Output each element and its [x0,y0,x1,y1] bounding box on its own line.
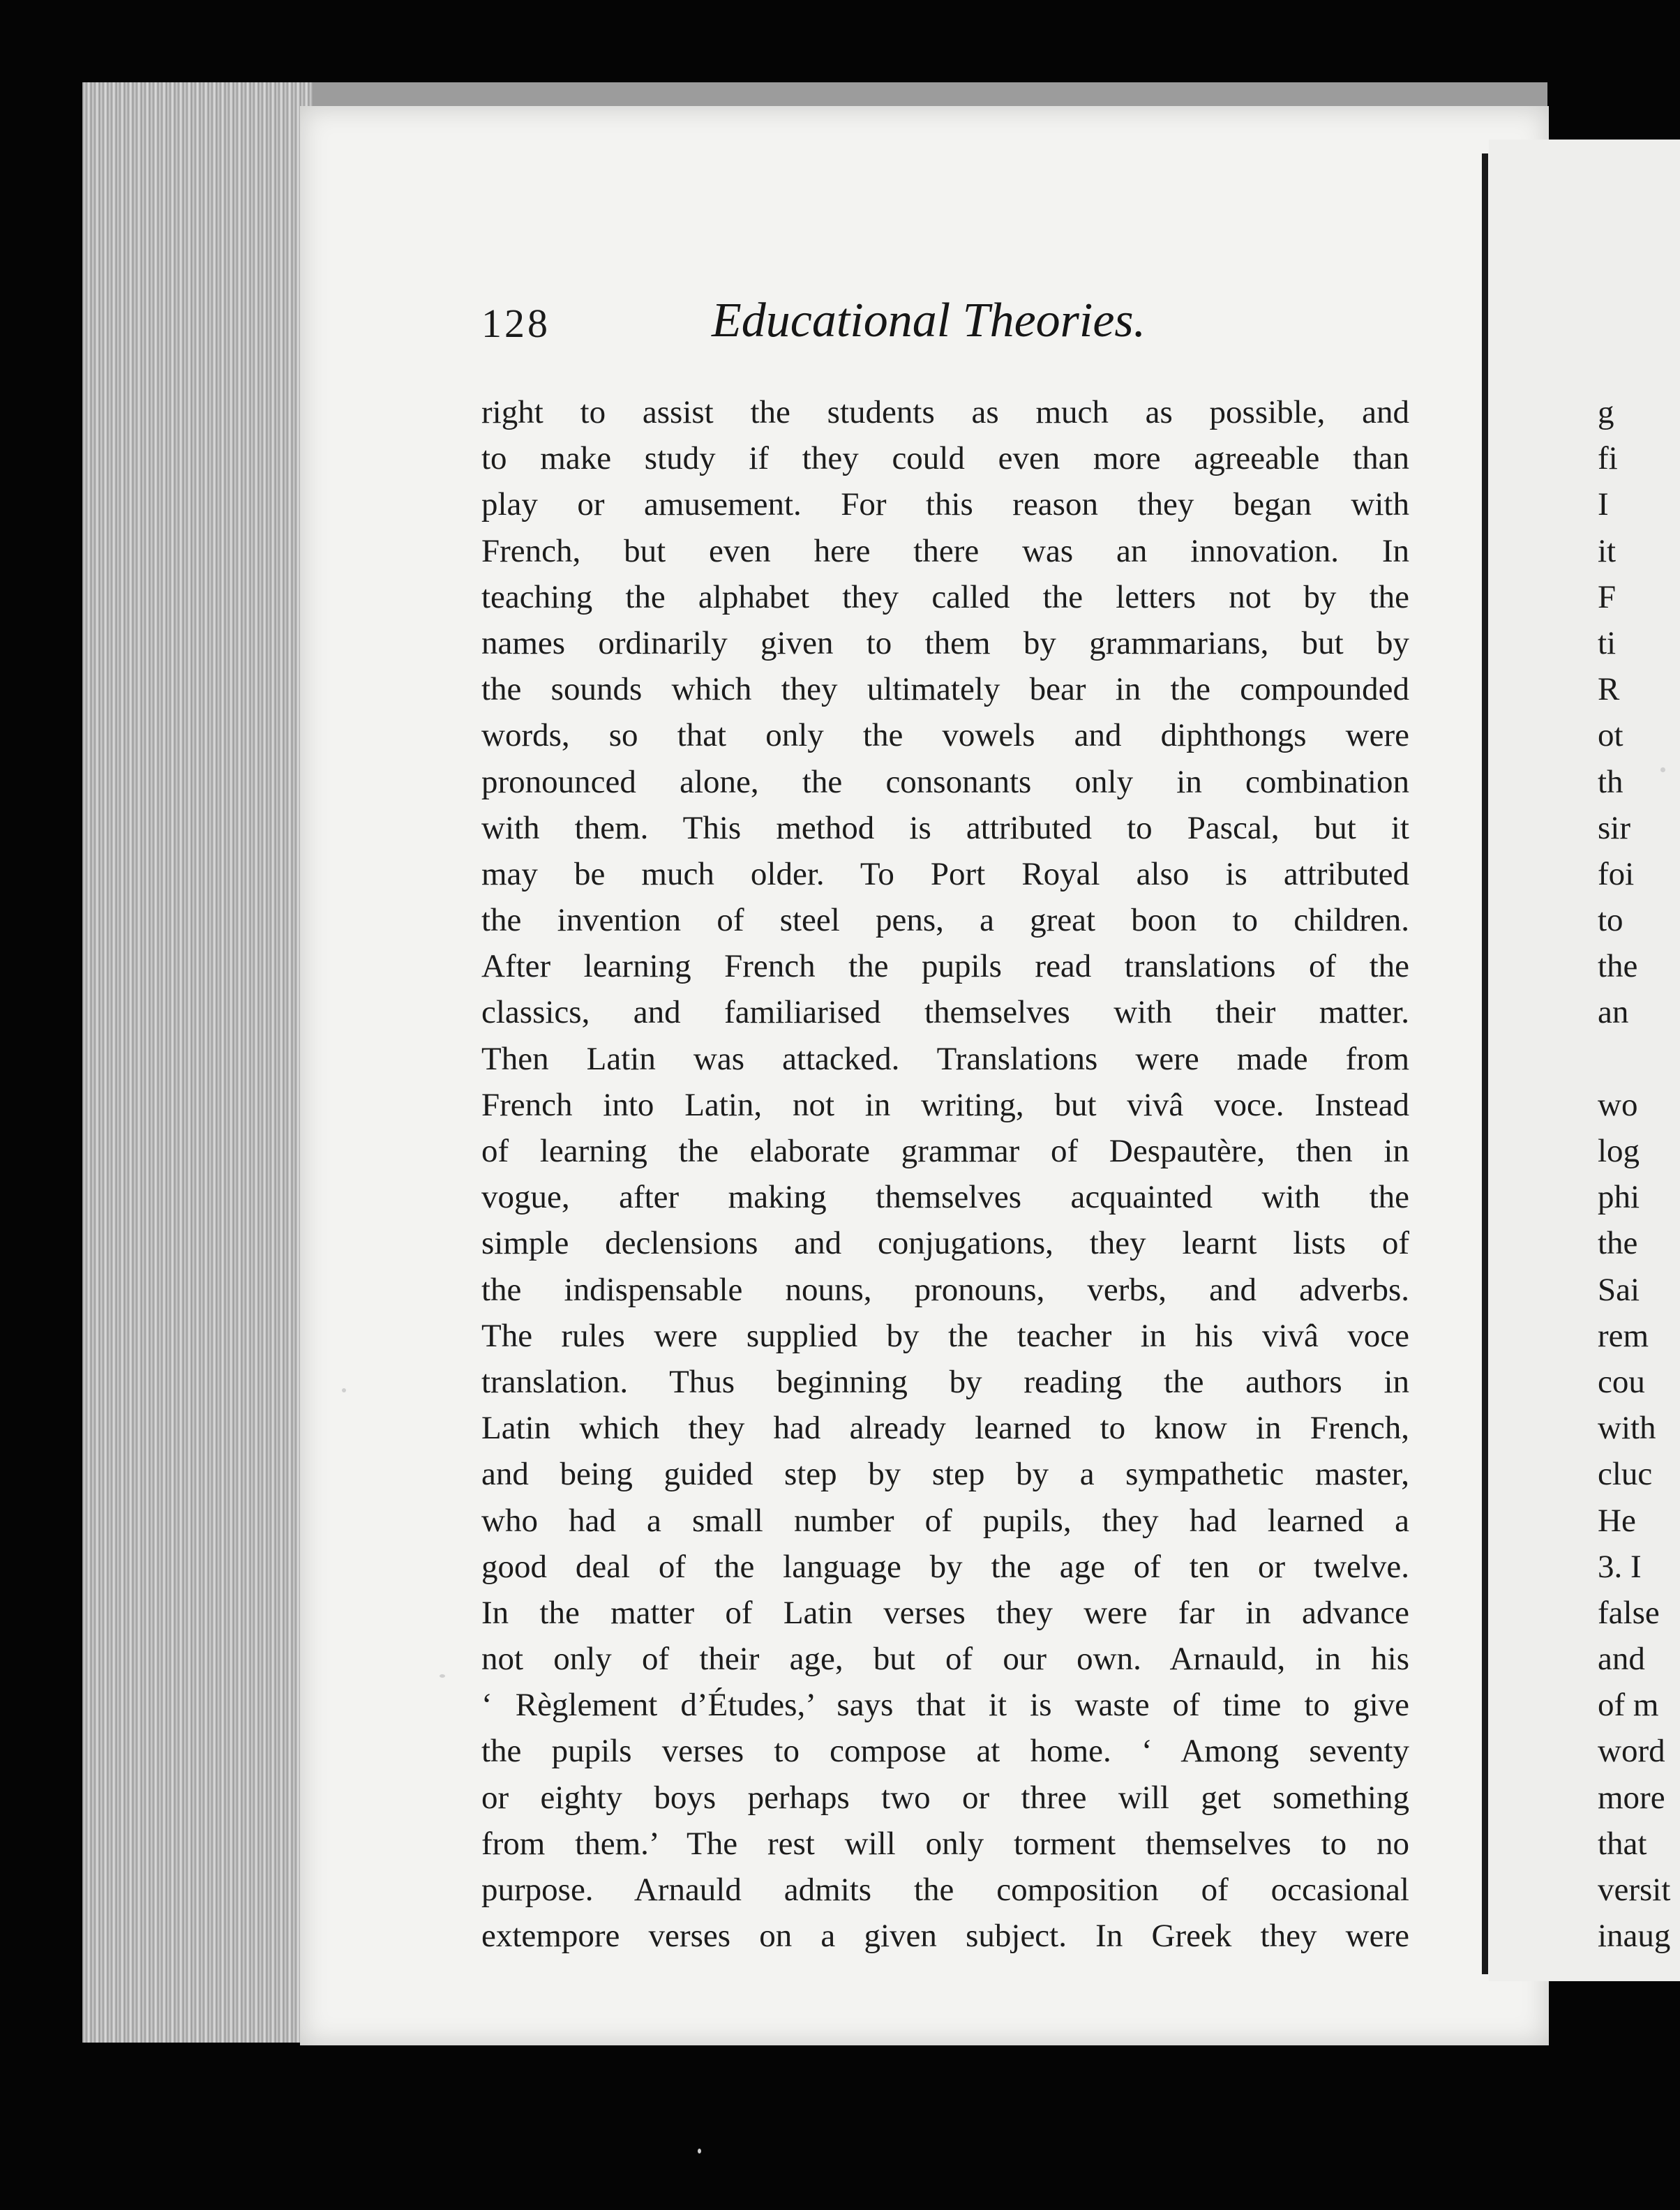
right-page-fragment: Sai [1598,1271,1640,1308]
right-page-fragment: 3. I [1598,1548,1642,1585]
text-line: Latin which they had already learned to know in French, [481,1410,1409,1447]
right-page-fragment: to [1598,902,1623,939]
text-line: teaching the alphabet they called the letters not by the [481,578,1409,615]
text-line: classics, and familiarised themselves with their matter. [481,994,1409,1031]
text-line: French, but even here there was an innovation. In [481,532,1409,569]
right-page-fragment: inaug [1598,1918,1671,1955]
right-page-fragment: versit [1598,1872,1671,1908]
right-page-fragment: of m [1598,1687,1659,1724]
right-page-fragment: sir [1598,809,1630,846]
right-page-fragment: fi [1598,440,1618,477]
text-line: good deal of the language by the age of ten or twelve. [481,1548,1409,1585]
text-line: vogue, after making themselves acquainted with the [481,1179,1409,1216]
text-line: After learning French the pupils read translations of the [481,948,1409,985]
page-number: 128 [481,301,550,346]
right-page-fragment: false [1598,1594,1660,1631]
text-line: right to assist the students as much as possible, and [481,394,1409,430]
text-line: the sounds which they ultimately bear in the compounded [481,671,1409,708]
right-page-fragment [1598,1036,1680,1082]
text-line: the invention of steel pens, a great boon to children. [481,902,1409,939]
right-page-fragment: F [1598,578,1617,615]
body-text [481,389,1409,1959]
text-line: with them. This method is attributed to Pascal, but it [481,809,1409,846]
text-line: the indispensable nouns, pronouns, verbs, and adverbs. [481,1271,1409,1308]
running-title: Educational Theories. [712,294,1146,347]
text-line: play or amusement. For this reason they began with [481,486,1409,523]
book-gutter [1482,153,1488,1974]
right-page-fragment: wo [1598,1086,1638,1123]
text-line: may be much older. To Port Royal also is attributed [481,855,1409,892]
right-page-text [1598,389,1680,1959]
text-line: to make study if they could even more agreeable than [481,440,1409,477]
text-line: of learning the elaborate grammar of Despautère, then in [481,1133,1409,1169]
text-line: not only of their age, but of our own. Arnauld, in his [481,1641,1409,1678]
text-line: purpose. Arnauld admits the composition of occasional [481,1872,1409,1908]
book-page-edges [82,82,313,2043]
text-line: extempore verses on a given subject. In Greek they were [481,1918,1409,1955]
dust-speck [440,1674,445,1678]
text-line: the pupils verses to compose at home. ‘ Among seventy [481,1733,1409,1770]
text-line: simple declensions and conjugations, they learnt lists of [481,1225,1409,1262]
right-page-fragment: that [1598,1825,1647,1862]
right-page-fragment: and [1598,1641,1645,1678]
running-head [481,293,1409,363]
right-page-fragment: more [1598,1779,1665,1816]
text-line: and being guided step by step by a sympathetic master, [481,1456,1409,1493]
right-page-fragment: with [1598,1410,1656,1447]
right-page-fragment: R [1598,671,1620,708]
right-page-fragment: th [1598,763,1623,800]
right-page-fragment: the [1598,948,1638,985]
right-page-fragment: g [1598,394,1614,430]
right-page-fragment: He [1598,1502,1636,1539]
right-page-fragment: rem [1598,1317,1649,1354]
text-line: pronounced alone, the consonants only in combination [481,763,1409,800]
text-line: French into Latin, not in writing, but vivâ voce. Instead [481,1086,1409,1123]
text-line: or eighty boys perhaps two or three will get something [481,1779,1409,1816]
right-page-fragment: cou [1598,1363,1645,1400]
text-line: ‘ Règlement d’Études,’ says that it is waste of time to give [481,1687,1409,1724]
text-line: names ordinarily given to them by grammarians, but by [481,624,1409,661]
right-page-fragment: ti [1598,624,1617,661]
right-page-fragment: phi [1598,1179,1640,1216]
right-page-fragment: cluc [1598,1456,1653,1493]
right-page-fragment: log [1598,1133,1640,1169]
text-line: In the matter of Latin verses they were far in advance [481,1594,1409,1631]
text-line: words, so that only the vowels and diphthongs were [481,717,1409,754]
right-page-fragment: ot [1598,717,1623,754]
right-page-fragment: I [1598,486,1609,523]
text-line: translation. Thus beginning by reading the authors in [481,1363,1409,1400]
dust-speck [342,1388,346,1392]
dust-speck [1660,767,1665,772]
right-page-fragment: it [1598,532,1617,569]
dust-speck [698,2149,701,2153]
text-line: who had a small number of pupils, they had learned a [481,1502,1409,1539]
right-page-fragment: word [1598,1733,1665,1770]
text-line: Then Latin was attacked. Translations were made from [481,1040,1409,1077]
right-page-fragment: the [1598,1225,1638,1262]
right-page-fragment: foi [1598,855,1635,892]
right-page-fragment: an [1598,994,1629,1031]
text-line: The rules were supplied by the teacher in his vivâ voce [481,1317,1409,1354]
text-line: from them.’ The rest will only torment themselves to no [481,1825,1409,1862]
